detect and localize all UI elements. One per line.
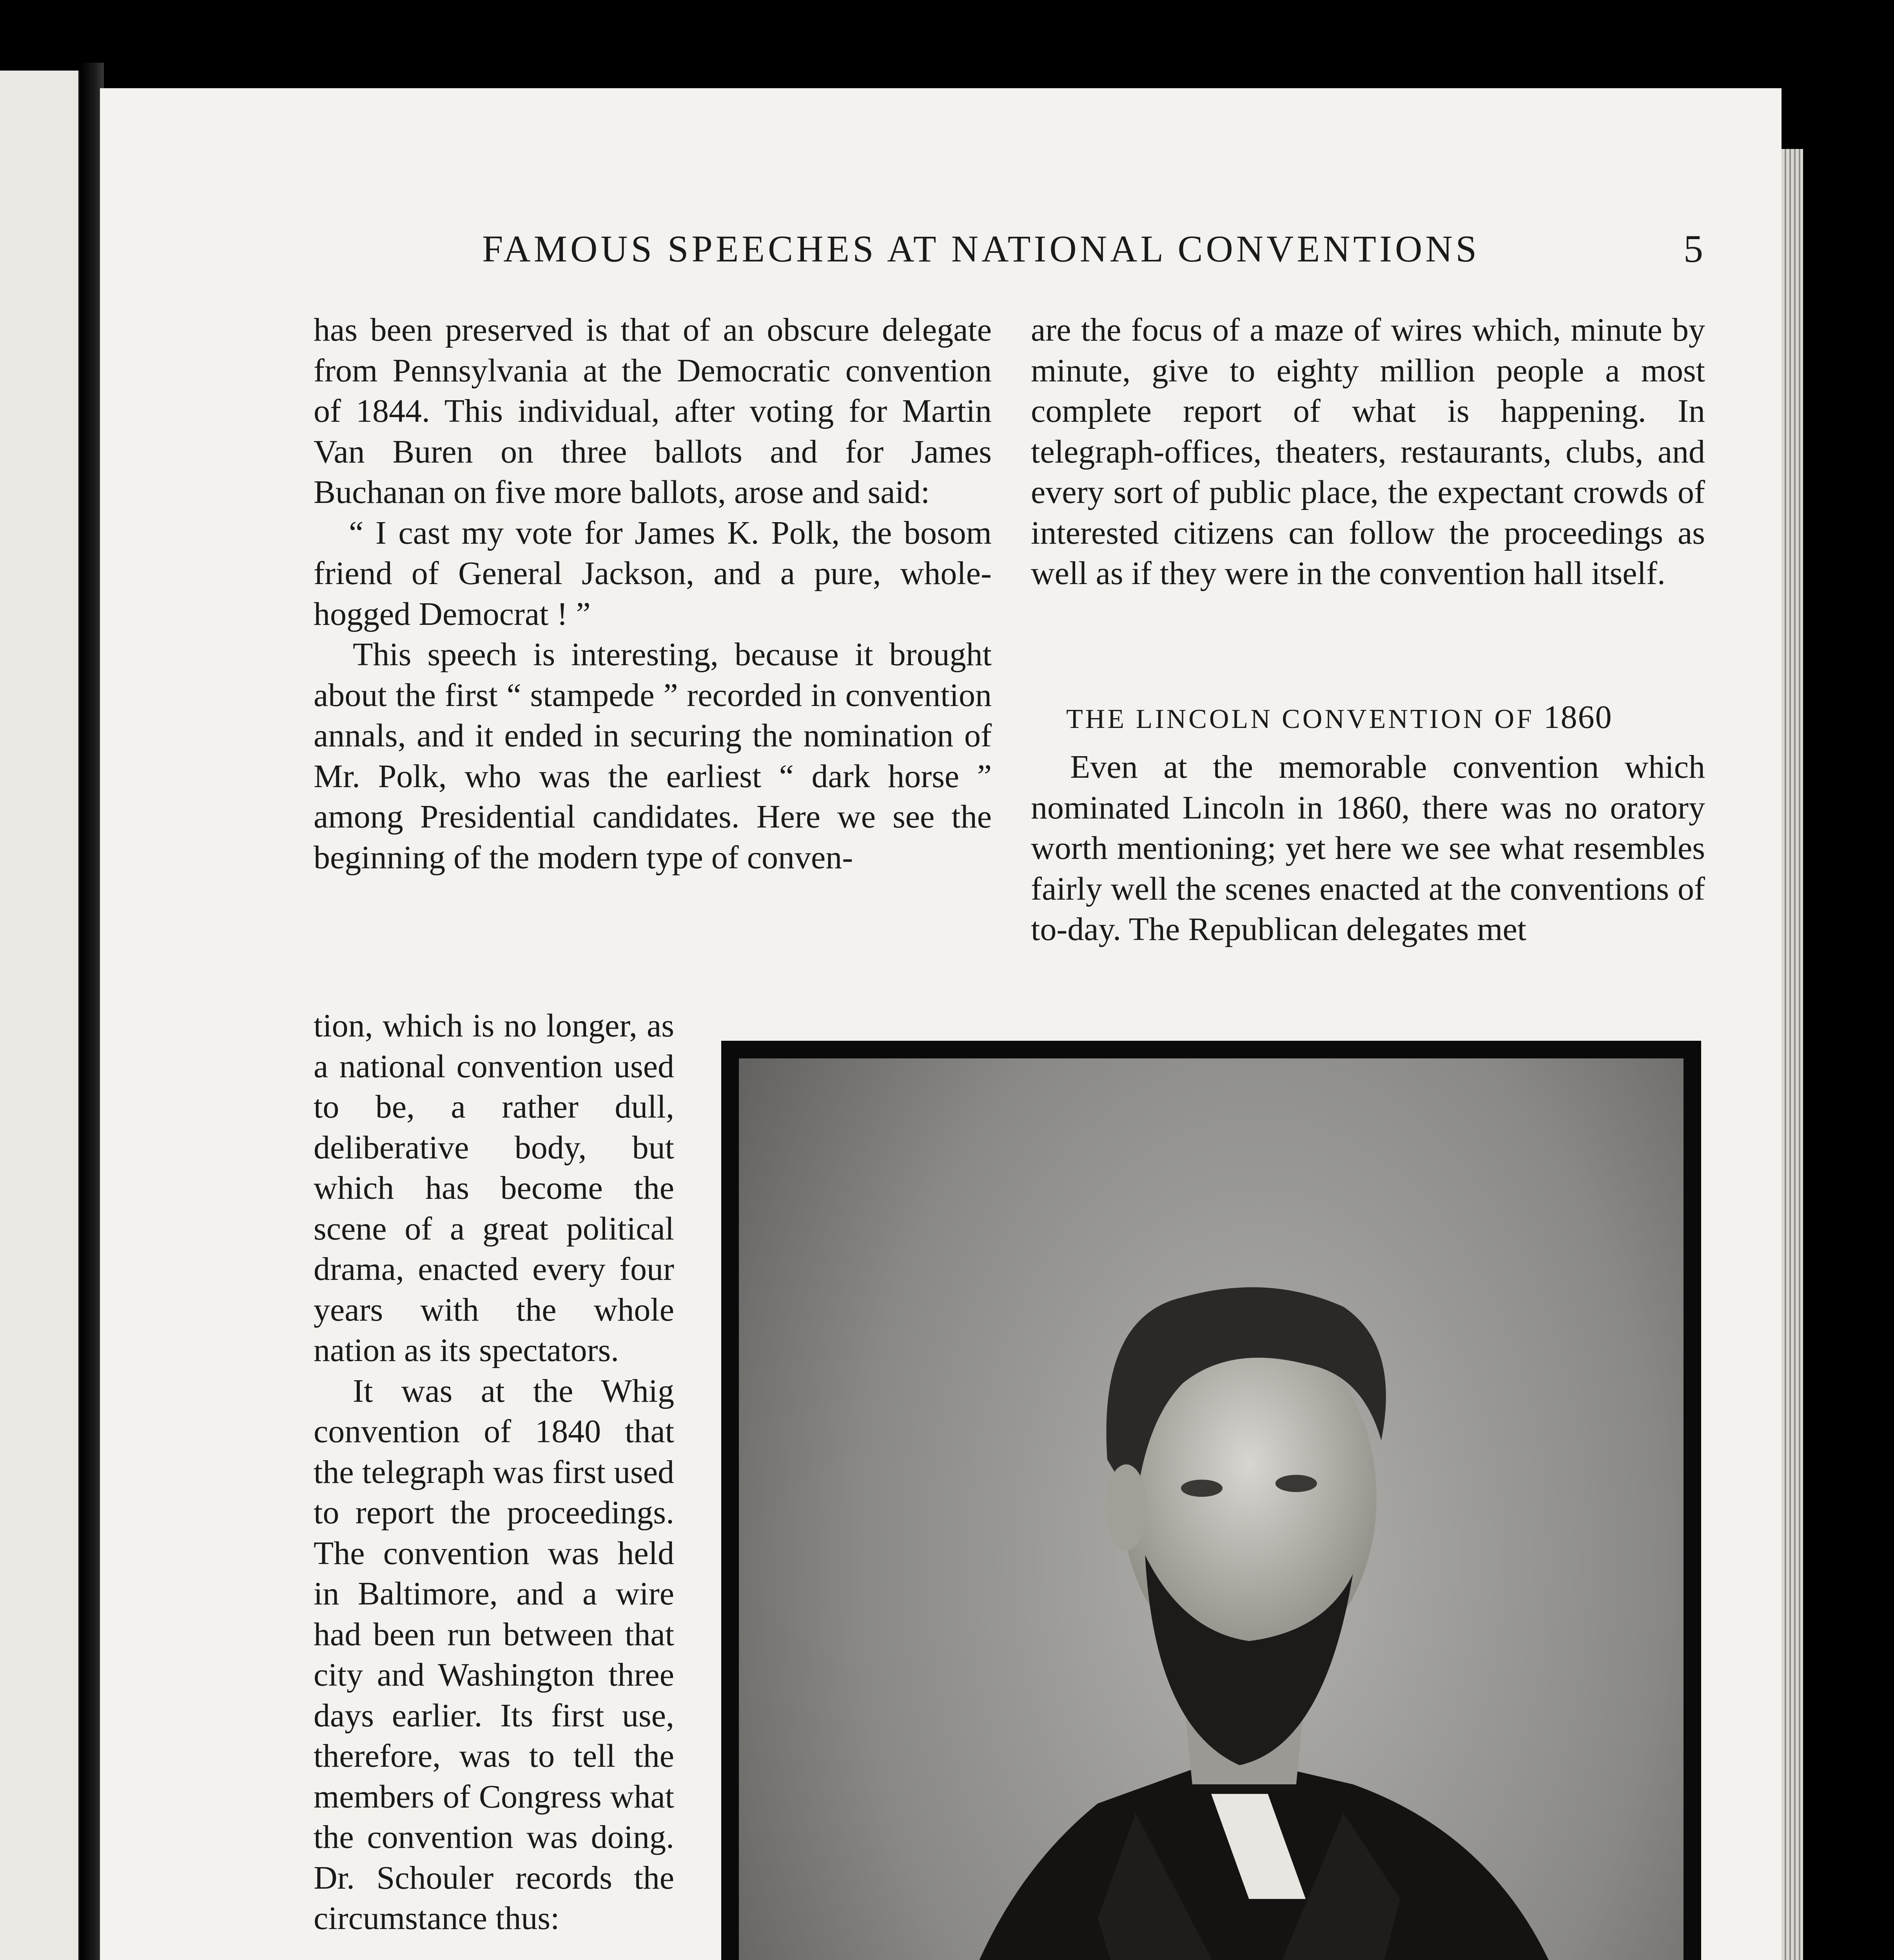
portrait-photo [721, 1041, 1701, 1960]
right-column-continued [1031, 747, 1705, 950]
narrow-column [314, 1005, 674, 1939]
section-heading-text: THE LINCOLN CONVENTION OF [1066, 704, 1535, 734]
paragraph: tion, which is no longer, as a national convention used to be, a rather dull, deliberative body, but which has become the scene of a great political drama, enacted every four years with the whole nation as its spectators. [314, 1007, 674, 1368]
paragraph: This speech is interesting, because it brought about the first “ stampede ” recorded in convention annals, and it ended in securing the nomination of Mr. Polk, who was the earliest “ dark horse ” among Presidential candidates. Here we see the beginning of the modern type of conven- [314, 636, 992, 876]
running-title: FAMOUS SPEECHES AT NATIONAL CONVENTIONS [482, 228, 1480, 270]
portrait-image [739, 1058, 1684, 1960]
section-heading-year: 1860 [1543, 699, 1613, 735]
paragraph: It was at the Whig convention of 1840 that the telegraph was first used to report the proceedings. The convention was held in Baltimore, and a wire had been run between that city and Washington three days earlier. Its first use, therefore, was to tell the members of Congress what the convention was doing. Dr. Schouler records the circumstance thus: [314, 1372, 674, 1936]
paragraph: are the focus of a maze of wires which, minute by minute, give to eighty million people a most complete report of what is happening. In telegraph-offices, theaters, restaurants, clubs, and every sort of public place, the expectant crowds of interested citizens can follow the proceedings as well as if they were in the convention hall itself. [1031, 312, 1705, 592]
paragraph: has been preserved is that of an obscure delegate from Pennsylvania at the Democratic convention of 1844. This individual, after voting for Martin Van Buren on three ballots and for James Buchanan on five more ballots, arose and said: [314, 312, 992, 510]
section-heading [1066, 698, 1693, 739]
right-column [1031, 310, 1705, 594]
left-column [314, 310, 992, 878]
page-number: 5 [1684, 227, 1703, 270]
paragraph: Even at the memorable convention which nominated Lincoln in 1860, there was no oratory worth mentioning; yet here we see what resembles fairly well the scenes enacted at the conventions of to-day. The Republican delegates met [1031, 749, 1705, 947]
portrait-illustration [739, 1058, 1684, 1960]
facing-page-edge [0, 71, 82, 1960]
quoted-speech: “ I cast my vote for James K. Polk, the bosom friend of General Jackson, and a pure, whole-hogged Democrat ! ” [314, 514, 992, 632]
page-stack-edge [1782, 149, 1803, 1960]
